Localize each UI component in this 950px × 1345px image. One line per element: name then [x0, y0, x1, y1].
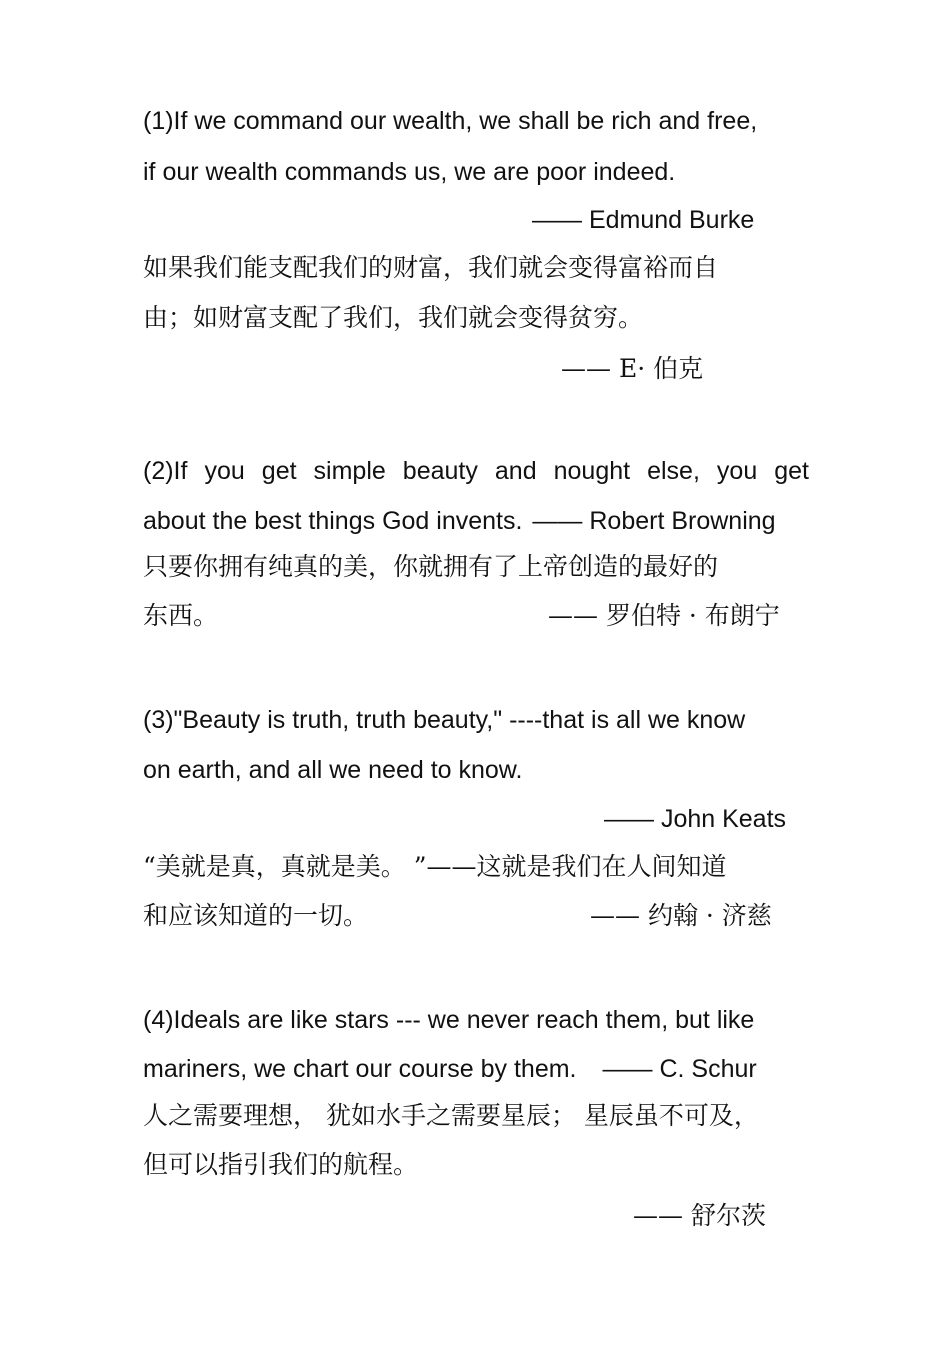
quote-4-en-line-2-text: mariners, we chart our course by them.	[143, 1055, 577, 1083]
quote-1-cn-attribution: —— E· 伯克	[561, 354, 704, 383]
quote-2-cn-line-1: 只要你拥有纯真的美，你就拥有了上帝创造的最好的	[143, 552, 719, 581]
quote-3-cn-line-1: “美就是真，真就是美。 ”——这就是我们在人间知道	[143, 852, 727, 881]
quote-4-cn-line-1: 人之需要理想， 犹如水手之需要星辰； 星辰虽不可及，	[143, 1101, 759, 1130]
quote-1-en-attribution: —— Edmund Burke	[532, 206, 755, 234]
quote-1-cn-line-1: 如果我们能支配我们的财富，我们就会变得富裕而自	[143, 253, 719, 282]
quote-2-en-line-2	[143, 506, 776, 536]
quote-1-en-line-2: if our wealth commands us, we are poor indeed.	[143, 158, 676, 186]
quote-3-cn-attribution: —— 约翰 · 济慈	[590, 901, 772, 930]
quote-4-en-line-2	[143, 1054, 757, 1084]
quote-3-cn-line-2: 和应该知道的一切。	[143, 901, 369, 930]
quote-4-cn-line-2: 但可以指引我们的航程。	[143, 1150, 419, 1179]
quote-1-cn-line-2: 由；如财富支配了我们，我们就会变得贫穷。	[143, 303, 644, 332]
quote-3-en-attribution: —— John Keats	[604, 805, 787, 833]
quote-2-en-attribution: —— Robert Browning	[532, 507, 776, 535]
quote-1-en-line-1: (1)If we command our wealth, we shall be rich and free,	[143, 107, 758, 135]
quote-4-en-attribution: —— C. Schur	[602, 1055, 757, 1083]
quote-3-en-line-2: on earth, and all we need to know.	[143, 756, 523, 784]
quote-2-en-line-2-text: about the best things God invents.	[143, 507, 523, 535]
quote-2-cn-attribution: —— 罗伯特 · 布朗宁	[548, 601, 780, 630]
quote-2-en-line-1: (2)If you get simple beauty and nought else, you get	[143, 457, 809, 485]
quote-4-cn-attribution: —— 舒尔茨	[633, 1201, 766, 1230]
quote-4-en-line-1: (4)Ideals are like stars --- we never reach them, but like	[143, 1006, 755, 1034]
quote-3-en-line-1: (3)"Beauty is truth, truth beauty," ----that is all we know	[143, 706, 746, 734]
quote-2-cn-line-2: 东西。	[143, 601, 219, 630]
